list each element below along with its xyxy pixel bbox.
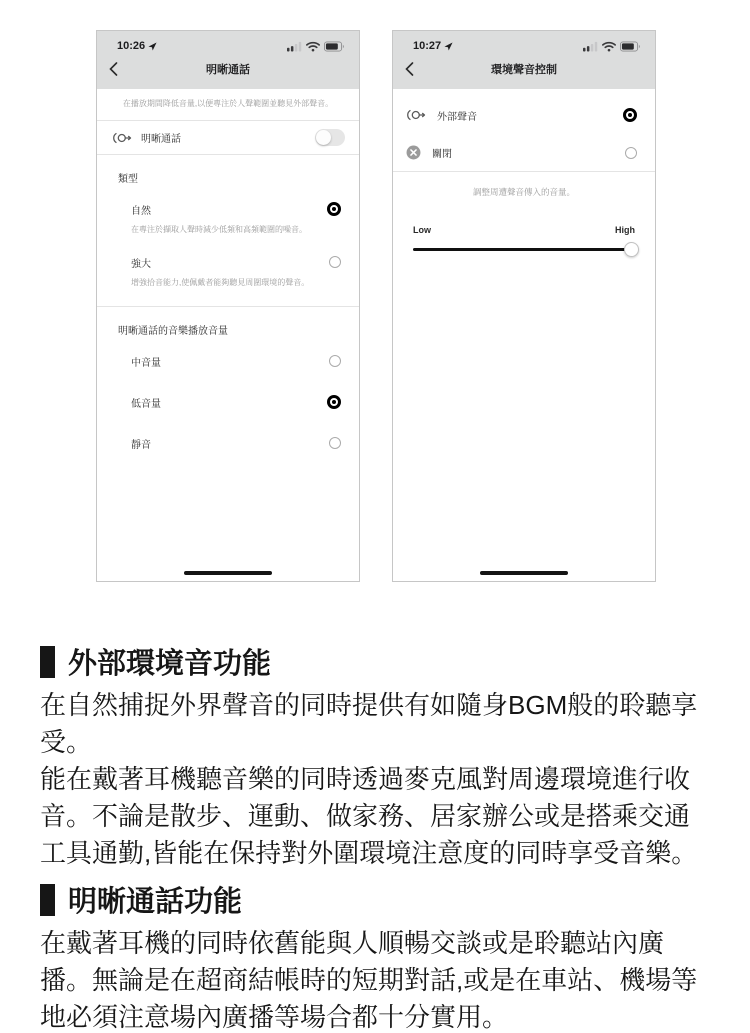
toggle-label: 明晰通話 [141,134,181,145]
battery-icon [620,41,642,52]
option-label: 強大 [131,258,151,270]
nav-bar [393,55,655,83]
radio-powerful[interactable] [329,256,341,268]
option-row-natural[interactable] [97,197,359,221]
heading-bar-icon [40,646,55,678]
home-indicator[interactable] [184,571,272,575]
status-time [117,40,157,52]
radio-external-sound-selected[interactable] [623,108,637,122]
type-section-label: 類型 [118,174,138,185]
heading-bar-icon [40,884,55,916]
paragraph: 能在戴著耳機聽音樂的同時透過麥克風對周邊環境進行收音。不論是散步、運動、做家務、居家辦公或是搭乘交通工具通勤,皆能在保持對外圍環境注意度的同時享受音樂。 [40,764,698,868]
back-button[interactable] [405,61,421,77]
option-label: 關閉 [432,149,452,160]
chevron-left-icon [405,62,414,76]
article [40,641,710,1033]
chevron-left-icon [109,62,118,76]
option-label: 靜音 [131,439,151,451]
phone-screenshots-row [96,30,656,582]
cellular-signal-icon [583,41,598,52]
section-heading-clear-call [40,879,710,920]
clear-call-toggle-row [97,121,359,155]
status-time [413,40,453,52]
radio-low-volume-selected[interactable] [327,395,341,409]
wifi-icon [602,41,616,52]
location-arrow-icon [148,42,157,51]
cellular-signal-icon [287,41,302,52]
phone-screenshot-ambient-control [392,30,656,582]
slider-hint: 調整周遭聲音傳入的音量。 [472,187,575,197]
status-bar [393,31,655,55]
radio-mute[interactable] [329,437,341,449]
screen-description: 在播放期間降低音量,以便專注於人聲範圍並聽見外部聲音。 [97,89,359,121]
phone-screenshot-clear-call [96,30,360,582]
status-icons [287,41,346,52]
status-icons [583,41,642,52]
wifi-icon [306,41,320,52]
earbud-icon [112,131,132,145]
battery-icon [324,41,346,52]
radio-natural-selected[interactable] [327,202,341,216]
option-row-low-volume[interactable] [97,390,359,414]
section-heading-ambient [40,641,710,682]
volume-section-label: 明晰通話的音樂播放音量 [118,326,228,337]
option-label: 中音量 [131,357,161,369]
slider-labels [393,225,655,235]
slider-track[interactable] [413,248,633,251]
option-row-powerful[interactable] [97,250,359,274]
location-arrow-icon [444,42,453,51]
heading-text: 明晰通話功能 [68,886,243,918]
time-text: 10:26 [117,40,146,52]
option-row-external-sound[interactable] [393,96,655,134]
option-description: 在專注於擷取人聲時減少低頻和高頻範圍的噪音。 [131,225,307,234]
clear-call-toggle[interactable] [315,129,345,146]
slider-low-label: Low [413,225,431,235]
nav-bar [97,55,359,83]
option-row-mid-volume[interactable] [97,349,359,373]
ambient-volume-slider[interactable] [413,242,635,257]
status-bar [97,31,359,55]
paragraph: 在戴著耳機的同時依舊能與人順暢交談或是聆聽站內廣播。無論是在超商結帳時的短期對話,或是在車站、機場等地必須注意場內廣播等場合都十分實用。 [40,928,698,1032]
option-row-mute[interactable] [97,431,359,455]
toggle-knob [316,130,331,145]
time-text: 10:27 [413,40,442,52]
heading-text: 外部環境音功能 [68,648,272,680]
home-indicator[interactable] [480,571,568,575]
paragraph: 在自然捕捉外界聲音的同時提供有如隨身BGM般的聆聽享受。 [40,690,698,757]
close-circle-icon [406,145,421,160]
phone-header [97,31,359,89]
slider-high-label: High [615,225,635,235]
page-title: 環境聲音控制 [491,64,557,76]
option-row-off[interactable] [393,134,655,172]
option-label: 低音量 [131,398,161,410]
option-label: 外部聲音 [437,111,477,123]
back-button[interactable] [109,61,125,77]
option-label: 自然 [131,205,151,217]
slider-knob[interactable] [624,242,639,257]
phone-header [393,31,655,89]
option-description: 增強拾音能力,使佩戴者能夠聽見周圍環境的聲音。 [131,278,310,287]
earbud-icon [406,108,426,122]
radio-off[interactable] [625,147,637,159]
page-title: 明晰通話 [206,64,250,76]
radio-mid-volume[interactable] [329,355,341,367]
